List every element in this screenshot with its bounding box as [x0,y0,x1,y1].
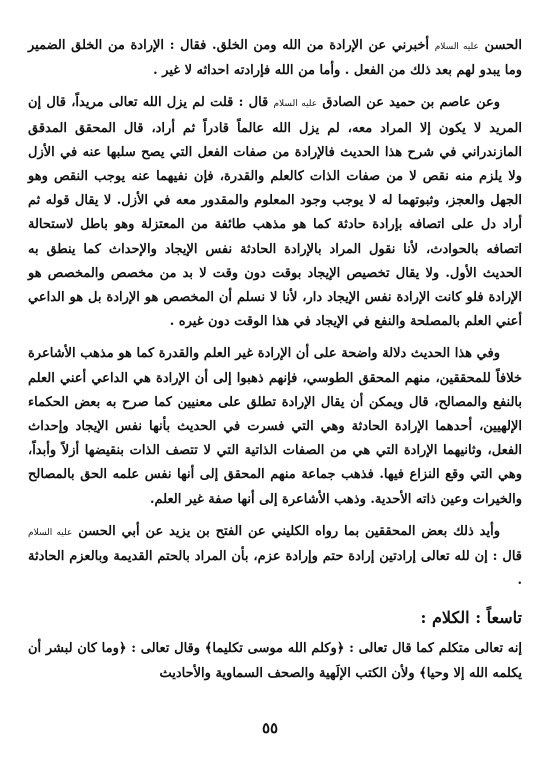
paragraph-2 [28,91,522,334]
paragraph-4-rest: قال : إن لله تعالى إرادتين إرادة حتم وإرادة عزم، بأن المراد بالحتم القديمة وبالعزم الحادثة . [28,549,522,589]
paragraph-2-start: وعن عاصم بن حميد عن الصادق [322,95,501,111]
paragraph-1-rest: أخبرني عن الإرادة من الله ومن الخلق. فقال : الإرادة من الخلق الضمير وما يبدو لهم بعد ذلك من الفعل . وأما من الله فإرادته احداثه لا غير . [28,38,522,79]
page-number: ٥٥ [261,719,279,737]
section-paragraph [28,637,522,685]
section-intro: إنه تعالى متكلم كما قال تعالى : [349,641,523,657]
paragraph-4 [28,520,522,594]
section-mid: وقال تعالى : [131,641,201,657]
paragraph-2-rest: قال : قلت لم يزل الله تعالى مريداً، قال إن المريد لا يكون إلا المراد معه، لم يزل الله عالماً قادراً ثم أراد، قال المحقق المدقق المازندراني في شرح هذا الحديث فالإرادة من صفات الفعل التي يصح سلبها عنه في الأزل ولا يلزم منه نقص لا من صفات الذات كالعلم والقدرة، فإن نفيهما عنه يوجب النقص وهو الجهل والعجز، وثبوتهما له لا يوجب وجود المعلوم والمقدور معه في الأزل. لا يقال قوله ثم أراد دل على اتصافه بإرادة حادثة كما هو مذهب طائفة من المعتزلة وهو باطل لاستحالة اتصافه بالحوادث، لأنا نقول المراد بالإرادة الحادثة نفس الإيجاد والإحداث كما ينطق به الحديث الأول. ولا يقال تخصيص الإيجاد بوقت دون وقت لا بد من مخصص والمخصص هو الإرادة فلو كانت الإرادة نفس الإيجاد دار، لأنا لا نسلم أن المخصص هو الإرادة بل هو الداعي أعني العلم بالمصلحة والنفع في الإيجاد في هذا الوقت دون غيره . [28,95,522,330]
section-tail: ولأن الكتب الإلَهية والصحف السماوية والأحاديث [159,665,415,681]
honorific-mark: عليه السلام [273,99,318,110]
page-body [28,34,522,686]
honorific-mark: عليه السلام [28,527,73,538]
paragraph-1-start: الحسن [484,38,523,53]
quran-quote-1: ﴿وكلم الله موسى تكليما﴾ [204,641,345,657]
paragraph-4-start: وأيد ذلك بعض المحققين بما رواه الكليني عن الفتح بن يزيد عن أبي الحسن [78,523,501,539]
section-heading: تاسعاً : الكلام : [420,608,522,628]
quran-quote-2: ﴿وما كان لبشر أن يكلمه الله إلا وحيا﴾ [28,641,522,681]
honorific-mark: عليه السلام [434,42,479,52]
paragraph-3: وفي هذا الحديث دلالة واضحة على أن الإرادة غير العلم والقدرة كما هو مذهب الأشاعرة خلافاً للمحققين، منهم المحقق الطوسي، فإنهم ذهبوا إلى أن الإرادة هي الداعي أعني العلم بالنفع والمصالح، قال ويمكن أن يقال الإرادة تطلق على معنيين كما صرح به بعض الحكماء الإلهيين، أحدهما الإرادة الحادثة وهي التي فسرت في الحديث بأنها نفس الإيجاد وإحداث الفعل، وثانيهما الإرادة التي هي من الصفات الذاتية التي لا تتصف الذات بنقيضها أزلاً وأبداً، وهي التي وقع النزاع فيها. فذهب جماعة منهم المحقق إلى أنها نفس علمه الحق بالمصالح والخيرات وعين ذاته الأحدية. وذهب الأشاعرة إلى أنها صفة غير العلم. [28,346,522,507]
paragraph-1 [28,34,522,83]
